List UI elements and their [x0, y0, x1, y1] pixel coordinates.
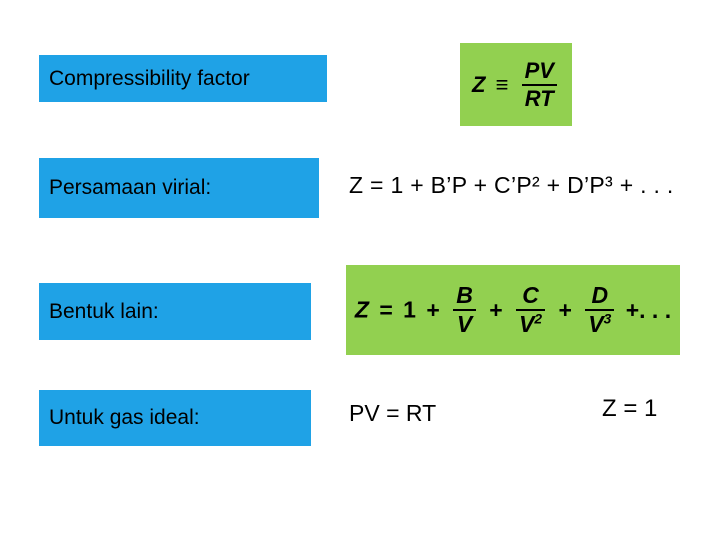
b-over-v-fraction — [453, 282, 476, 338]
compressibility-factor-label — [39, 55, 327, 102]
z-definition-formula — [472, 58, 560, 112]
d-over-v3-fraction — [585, 282, 614, 338]
denominator-base: V — [519, 311, 535, 337]
virial-expansion-text: Z = 1 + B’P + C’P² + D’P³ + . . . — [349, 172, 674, 198]
virial-equation-text: Persamaan virial: — [49, 176, 212, 199]
c-over-v2-fraction — [516, 282, 545, 338]
one-symbol: 1 — [403, 296, 416, 323]
virial-equation-label — [39, 158, 319, 218]
fraction-denominator: V — [456, 311, 473, 337]
fraction-denominator — [516, 311, 545, 338]
virial-expansion-formula — [349, 172, 674, 199]
z-symbol: Z — [354, 296, 369, 323]
fraction-denominator — [585, 311, 614, 338]
plus-symbol: + — [489, 296, 503, 323]
other-form-text: Bentuk lain: — [49, 299, 159, 323]
ideal-gas-text: Untuk gas ideal: — [49, 406, 200, 429]
plus-symbol: + — [426, 296, 440, 323]
fraction-numerator: D — [591, 282, 609, 308]
other-form-label — [39, 283, 311, 340]
ideal-gas-z-formula — [602, 395, 657, 423]
denominator-exponent: 3 — [603, 311, 612, 327]
ideal-gas-z-text: Z = 1 — [602, 395, 658, 422]
z-symbol: Z — [472, 71, 486, 97]
fraction-numerator: C — [522, 282, 539, 308]
fraction-numerator: B — [456, 282, 473, 308]
other-form-formula — [355, 282, 671, 338]
ideal-gas-law-formula — [349, 400, 436, 427]
fraction-denominator: RT — [524, 85, 554, 111]
ideal-gas-law-text: PV = RT — [349, 400, 437, 426]
fraction-numerator: PV — [524, 57, 554, 83]
other-form-box — [346, 265, 680, 355]
ideal-gas-label — [39, 390, 311, 446]
plus-symbol: + — [558, 296, 572, 323]
denominator-exponent: 2 — [534, 311, 543, 327]
series-tail: +. . . — [625, 296, 672, 323]
denominator-base: V — [588, 311, 604, 337]
equals-symbol: = — [379, 296, 393, 323]
pv-over-rt-fraction — [522, 58, 557, 112]
equiv-symbol: ≡ — [495, 71, 509, 97]
compressibility-factor-text: Compressibility factor — [49, 66, 250, 90]
z-definition-box — [460, 43, 572, 126]
